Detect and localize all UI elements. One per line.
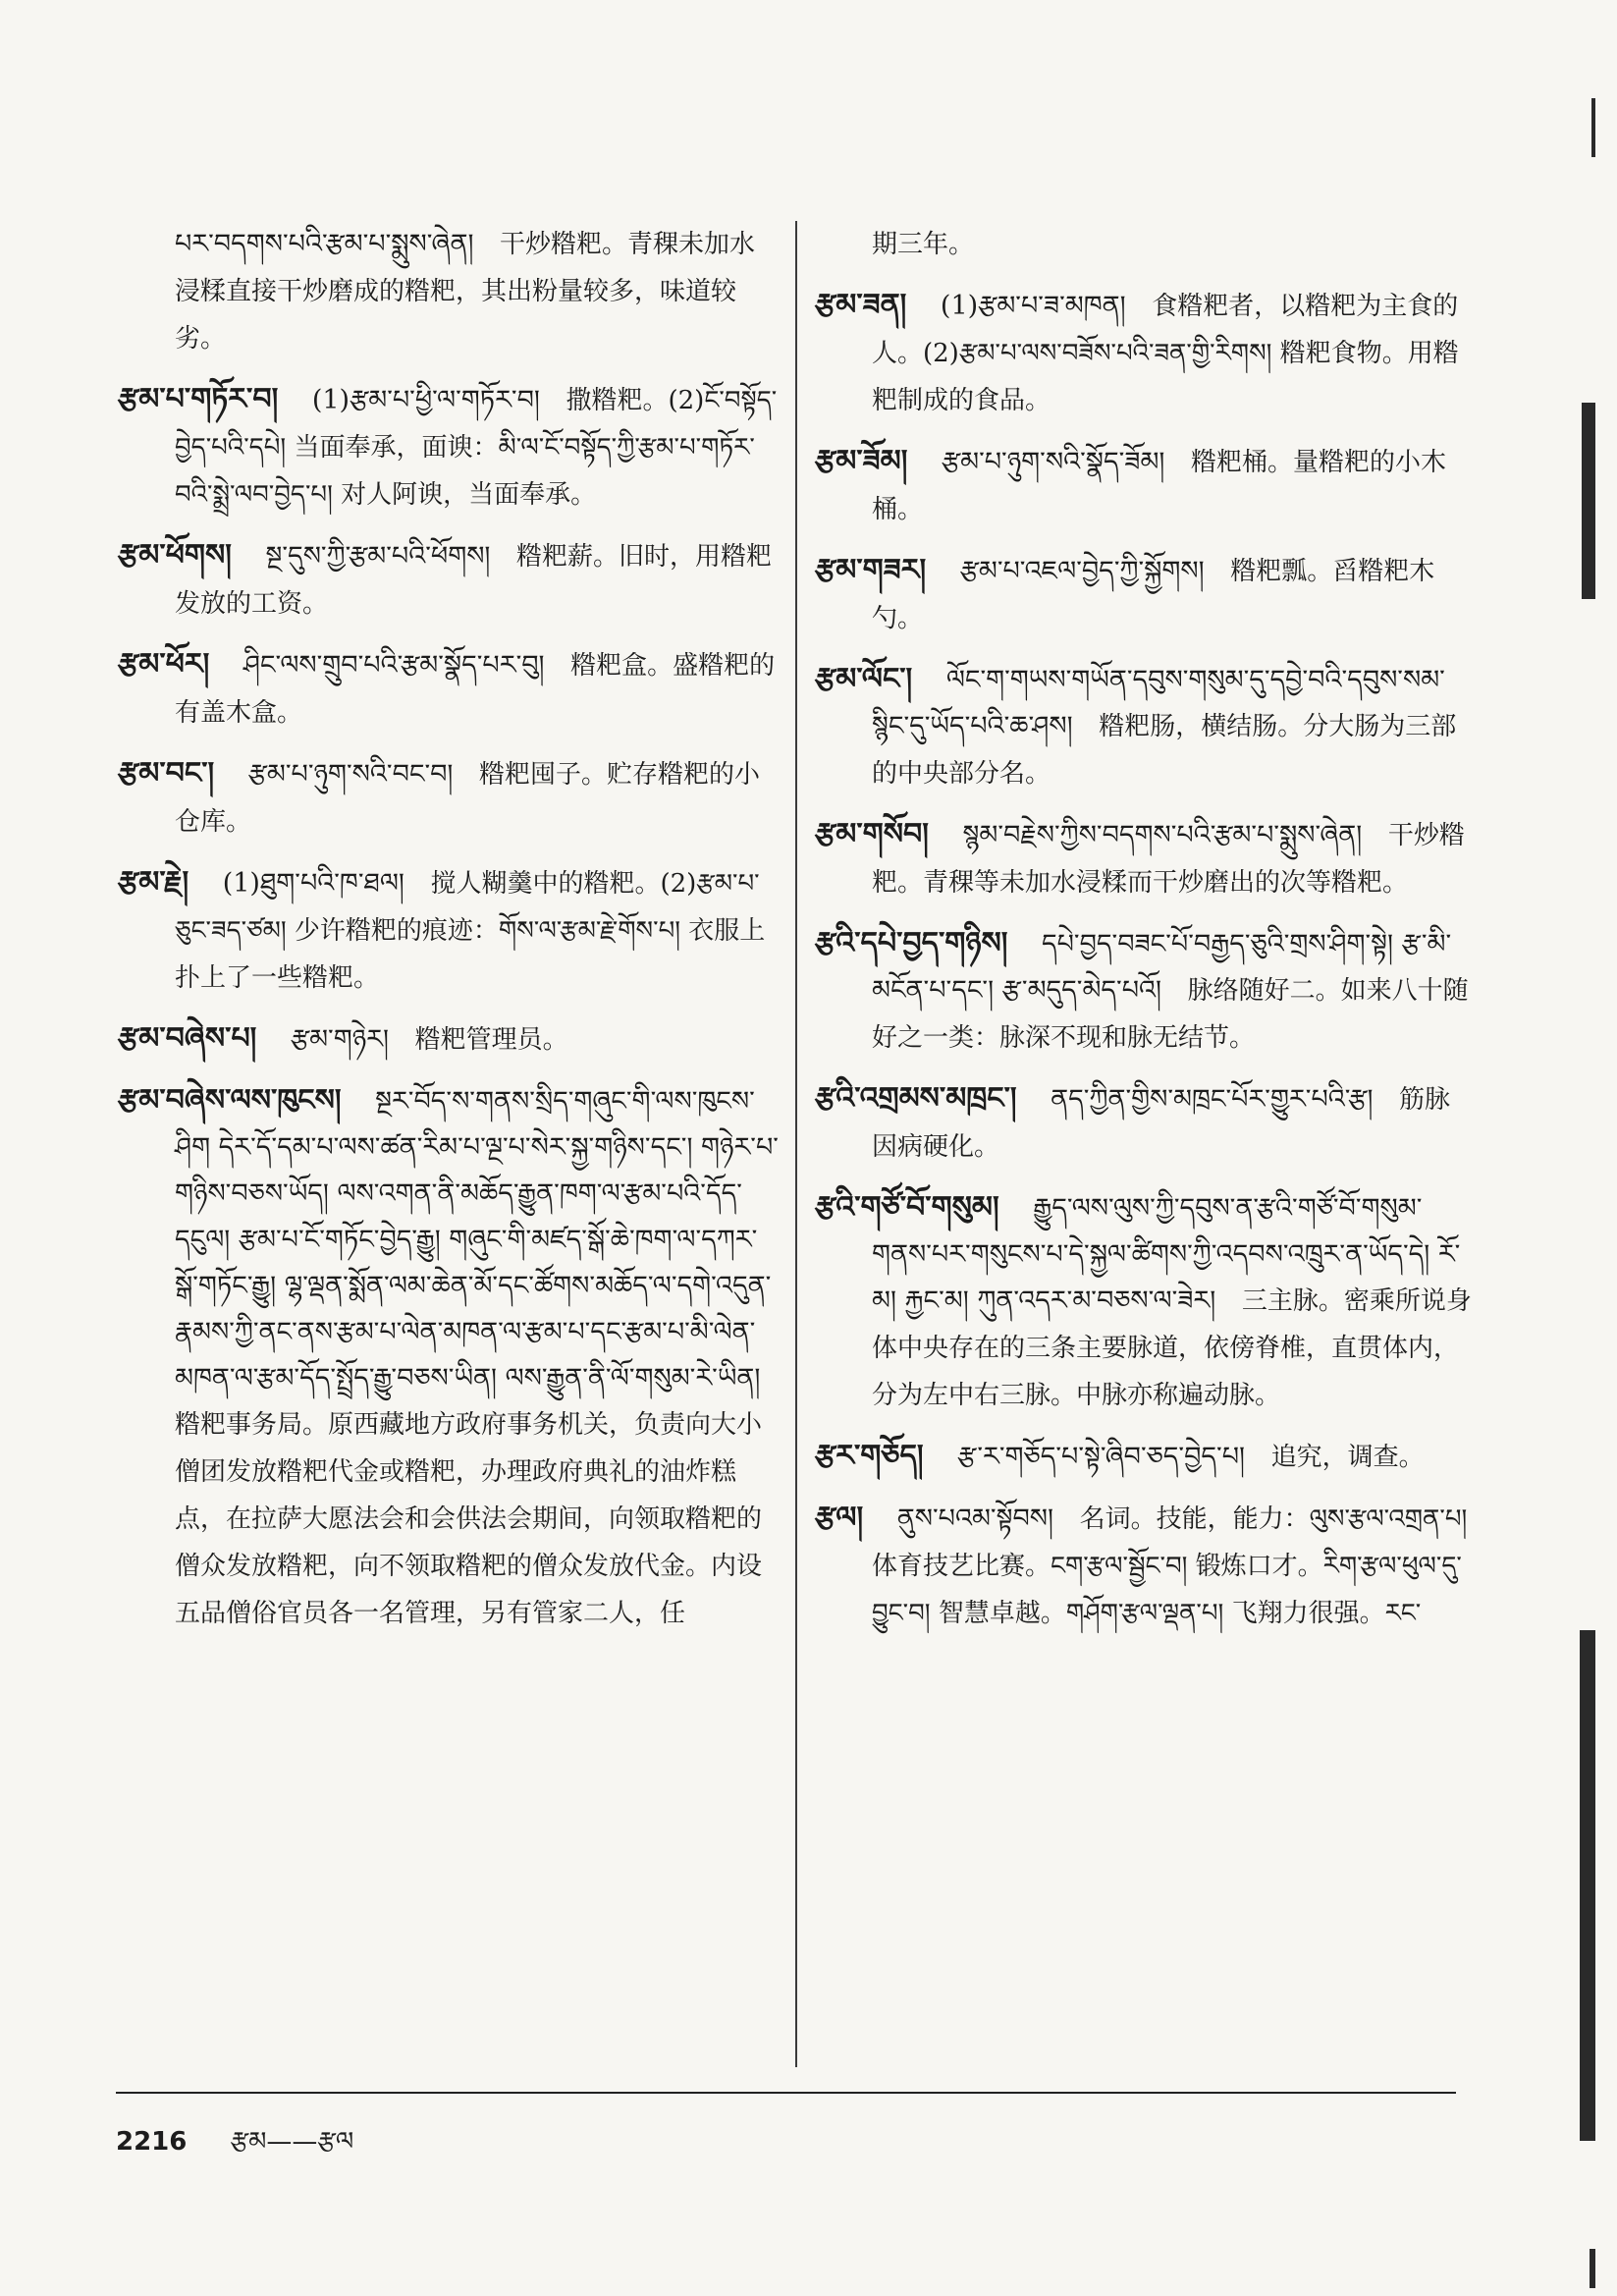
page-range: རྩམ——རྩལ [230, 2127, 354, 2157]
dictionary-entry [815, 547, 1473, 642]
entry-headword: རྩམ་ཕོགས། [118, 538, 232, 573]
dictionary-entry [118, 1015, 781, 1064]
entry-headword: རྩའི་འགྲམས་མཁྲང་། [815, 1081, 1017, 1116]
entry-chinese: 糌粑瓢。舀糌粑木勺。 [872, 557, 1435, 633]
entry-headword: རྩམ་བཞེས་པ། [118, 1021, 257, 1056]
entry-chinese: 干炒糌粑。青稞等未加水浸糅而干炒磨出的次等糌粑。 [872, 821, 1465, 898]
entry-tibetan: སྔར་བོད་ས་གནས་སྲིད་གཞུང་གི་ལས་ཁུངས་ཤིག དེར་དོ་དམ་པ་ལས་ཚན་རིམ་པ་ལྔ་པ་སེར་སྐྱ་གཉིས་དང་། གཉེར་པ་གཉིས་བཅས་ཡོད། ལས་འགན་ནི་མཆོད་རྒྱུན་ཁག་ལ་རྩམ་པའི་དོད་དངུལ། རྩམ་པ་ངོ་གཏོང་བྱེད་རྒྱུ། གཞུང་གི་མཛད་སྒོ་ཆེ་ཁག་ལ་དཀར་སྒོ་གཏོང་རྒྱུ། ལྷ་ལྡན་སྨོན་ལམ་ཆེན་མོ་དང་ཚོགས་མཆོད་ལ་དགེ་འདུན་རྣམས་ཀྱི་ནང་ནས་རྩམ་པ་ལེན་མཁན་ལ་རྩམ་པ་དང་རྩམ་པ་མི་ལེན་མཁན་ལ་རྩམ་དོད་སྤྲོད་རྒྱུ་བཅས་ཡིན། ལས་རྒྱུན་ནི་ལོ་གསུམ་རེ་ཡིན། [175, 1086, 779, 1394]
entry-tibetan: རྩམ་པ་ཉུག་སའི་སྣོད་ཟོམ། [941, 447, 1165, 477]
dictionary-entry [118, 1077, 781, 1637]
entry-headword: རྩམ་ལོང་། [815, 662, 913, 696]
entry-tibetan: པར་བདགས་པའི་རྩམ་པ་སྨུས་ཞེན། [175, 229, 474, 259]
entry-tibetan: སྙམ་བརྗེས་ཀྱིས་བདགས་པའི་རྩམ་པ་སྨུས་ཞེན། [962, 820, 1363, 850]
entry-chinese: 食糌粑者，以糌粑为主食的人。(2)རྩམ་པ་ལས་བཟོས་པའི་ཟན་གྱི་རིགས། 糌粑食物。用糌粑制成的食品。 [872, 292, 1459, 415]
dictionary-entry [815, 656, 1473, 797]
entry-headword: རྩམ་བཞེས་ལས་ཁུངས། [118, 1083, 342, 1118]
entry-chinese: 撒糌粑。(2)ངོ་བསྟོད་བྱེད་པའི་དཔེ། 当面奉承，面谀：མི་ལ་ངོ་བསྟོད་ཀྱི་རྩམ་པ་གཏོར་བའི་སྨྲེ་ལབ་བྱེད་པ། 对人阿谀，当面奉承。 [175, 386, 778, 510]
entry-tibetan: ལོང་ག་གཡས་གཡོན་དབུས་གསུམ་དུ་དབྱེ་བའི་དབུས་སམ་སྙིང་དུ་ཡོད་པའི་ཆ་ཤས། [872, 665, 1445, 741]
entry-headword: རྩམ་གསོབ། [815, 817, 929, 851]
right-column [815, 221, 1473, 1651]
entry-headword: རྩལ། [815, 1501, 864, 1535]
entry-headword: རྩམ་བང་། [118, 756, 215, 791]
dictionary-entry [815, 1495, 1473, 1637]
entry-chinese: 名词。技能，能力：ལུས་རྩལ་འགྲན་པ། 体育技艺比赛。ངག་རྩལ་སྦྱོང་བ། 锻炼口才。རིག་རྩལ་ཕུལ་དུ་བྱུང་བ། 智慧卓越。གཤོག་རྩལ་ལྡན་པ། 飞翔力很强。རང་ [872, 1504, 1468, 1628]
entry-headword: རྩར་གཅོད། [815, 1439, 924, 1473]
entry-chinese: 糌粑薪。旧时，用糌粑发放的工资。 [175, 542, 773, 619]
entry-tibetan: སྔ་དུས་ཀྱི་རྩམ་པའི་ཕོགས། [265, 541, 491, 572]
entry-chinese: 搅人糊羹中的糌粑。(2)རྩམ་པ་ཅུང་ཟད་ཙམ། 少许糌粑的痕迹：གོས་ལ་རྩམ་རྗེ་གོས་པ། 衣服上扑上了一些糌粑。 [175, 869, 766, 993]
entry-tibetan: ནད་ཀྱིན་གྱིས་མཁྲང་པོར་གྱུར་པའི་རྩ། [1051, 1084, 1374, 1115]
dictionary-entry [815, 282, 1473, 424]
footer-rule [116, 2092, 1456, 2094]
entry-tibetan: རྒྱུད་ལས་ལུས་ཀྱི་དབུས་ན་རྩའི་གཙོ་བོ་གསུམ་གནས་པར་གསུངས་པ་དེ་སྐྱལ་ཚིགས་ཀྱི་འདབས་འཁྲུར་ན་ཡོད་དེ། རོ་མ། རྐྱང་མ། ཀུན་འདར་མ་བཅས་ལ་ཟེར། [872, 1193, 1461, 1316]
entry-tibetan: (1)རྩམ་པ་ཟ་མཁན། [940, 291, 1126, 321]
entry-chinese: 期三年。 [872, 230, 975, 259]
entry-tibetan: དཔེ་བྱད་བཟང་པོ་བརྒྱད་ཅུའི་གྲས་ཤིག་སྟེ། རྩ་མི་མངོན་པ་དང་། རྩ་མདུད་མེད་པའོ། [872, 929, 1452, 1006]
dictionary-entry [118, 750, 781, 846]
entry-headword: རྩའི་གཙོ་བོ་གསུམ། [815, 1190, 999, 1225]
entry-tibetan: རྩམ་གཉེར། [290, 1024, 389, 1055]
dictionary-entry [815, 811, 1473, 906]
dictionary-entry [815, 438, 1473, 533]
dictionary-entry [118, 376, 781, 519]
entry-chinese: 糌粑管理员。 [414, 1025, 568, 1055]
dictionary-entry [815, 1433, 1473, 1481]
entry-tibetan: རྩམ་པ་འཇལ་བྱེད་ཀྱི་སྐྱོགས། [959, 556, 1205, 586]
dictionary-entry [815, 221, 1473, 268]
left-column [118, 221, 781, 1651]
entry-chinese: 糌粑囤子。贮存糌粑的小仓库。 [175, 760, 761, 837]
entry-headword: རྩའི་དཔེ་བྱད་གཉིས། [815, 926, 1008, 960]
entry-headword: རྩམ་ཟན། [815, 288, 907, 322]
page-number: 2216 [116, 2127, 188, 2157]
entry-chinese: 糌粑肠，横结肠。分大肠为三部的中央部分名。 [872, 712, 1457, 789]
entry-chinese: 干炒糌粑。青稞未加水浸糅直接干炒磨成的糌粑，其出粉量较多，味道较劣。 [175, 230, 756, 354]
entry-tibetan: རྩ་ར་གཅོད་པ་སྟེ་ཞིབ་ཅད་བྱེད་པ། [957, 1442, 1245, 1472]
column-divider [795, 221, 797, 2067]
entry-headword: རྩམ་ཟོམ། [815, 444, 908, 478]
dictionary-entry [118, 641, 781, 737]
entry-chinese: 糌粑桶。量糌粑的小木桶。 [872, 448, 1447, 524]
entry-tibetan: རྩམ་པ་ཉུག་སའི་བང་བ། [247, 759, 454, 790]
entry-tibetan: (1)ཐུག་པའི་ཁ་ཐལ། [222, 868, 404, 899]
entry-chinese: 追究，调查。 [1270, 1443, 1425, 1472]
dictionary-entry [815, 920, 1473, 1062]
entry-chinese: 三主脉。密乘所说身体中央存在的三条主要脉道，依傍脊椎，直贯体内，分为左中右三脉。中脉亦称遍动脉。 [872, 1286, 1472, 1410]
entry-chinese: 筋脉因病硬化。 [872, 1085, 1451, 1162]
entry-chinese: 糌粑盒。盛糌粑的有盖木盒。 [175, 651, 776, 728]
dictionary-entry [118, 532, 781, 628]
entry-chinese: 糌粑事务局。原西藏地方政府事务机关，负责向大小僧团发放糌粑代金或糌粑，办理政府典礼的油炸糕点，在拉萨大愿法会和会供法会期间，向领取糌粑的僧众发放糌粑，向不领取糌粑的僧众发放代金。内设五品僧俗官员各一名管理，另有管家二人，任 [175, 1410, 763, 1628]
dictionary-entry [815, 1075, 1473, 1171]
entry-headword: རྩམ་པ་གཏོར་བ། [118, 382, 279, 416]
entry-headword: རྩམ་ཕོར། [118, 647, 210, 682]
entry-headword: རྩམ་རྗེ། [118, 865, 189, 900]
entry-tibetan: ནུས་པའམ་སྟོབས། [896, 1503, 1053, 1534]
page-footer [116, 2113, 353, 2185]
entry-headword: རྩམ་གཟར། [815, 553, 927, 587]
entry-chinese: 脉络随好二。如来八十随好之一类：脉深不现和脉无结节。 [872, 976, 1469, 1053]
entry-tibetan: ཤིང་ལས་གྲུབ་པའི་རྩམ་སྣོད་པར་བུ། [243, 650, 545, 681]
dictionary-entry [118, 859, 781, 1002]
dictionary-entry [815, 1184, 1473, 1419]
scan-edge-marks [1576, 39, 1595, 2259]
dictionary-entry [118, 221, 781, 362]
entry-tibetan: (1)རྩམ་པ་ཕྱི་ལ་གཏོར་བ། [311, 385, 540, 415]
